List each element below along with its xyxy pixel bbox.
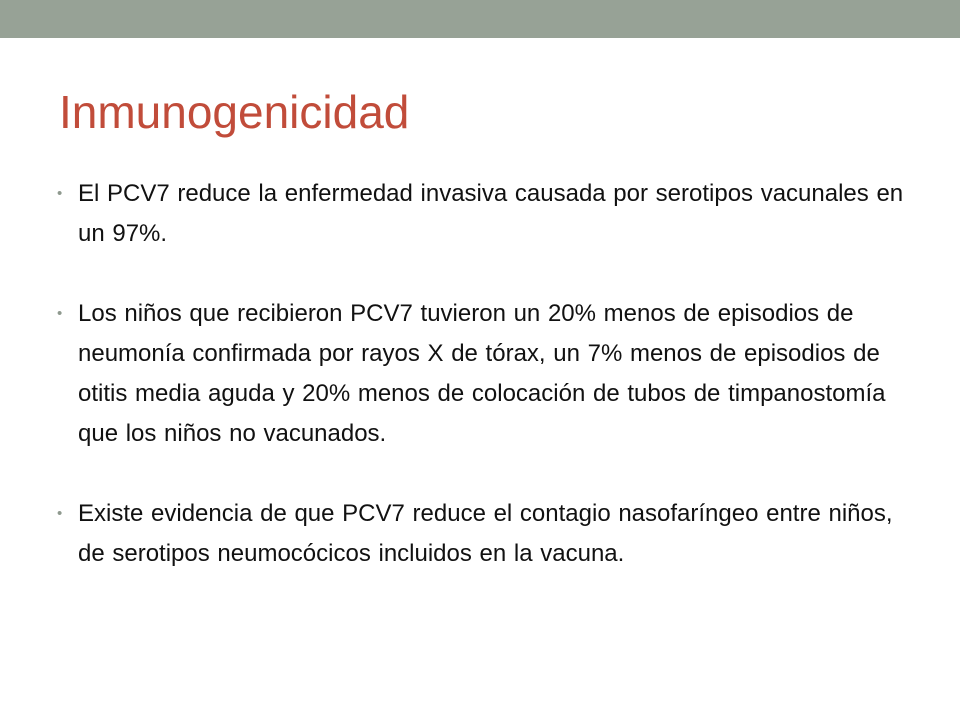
bullet-list bbox=[57, 174, 907, 574]
bullet-item-pcv7-invasive-disease bbox=[57, 174, 907, 254]
bullet-icon: • bbox=[57, 185, 63, 202]
bullet-text: El PCV7 reduce la enfermedad invasiva causada por serotipos vacunales en un 97%. bbox=[78, 180, 904, 247]
bullet-icon: • bbox=[57, 505, 63, 522]
top-accent-bar bbox=[0, 0, 960, 38]
bullet-item-pcv7-episodes bbox=[57, 294, 907, 454]
bullet-icon: • bbox=[57, 305, 63, 322]
slide-title: Inmunogenicidad bbox=[59, 86, 410, 138]
bullet-text: Existe evidencia de que PCV7 reduce el contagio nasofaríngeo entre niños, de serotipos neumocócicos incluidos en la vacuna. bbox=[78, 500, 893, 567]
bullet-item-pcv7-carriage bbox=[57, 494, 907, 574]
bullet-text: Los niños que recibieron PCV7 tuvieron un 20% menos de episodios de neumonía confirmada por rayos X de tórax, un 7% menos de episodios de otitis media aguda y 20% menos de colocación de tubos de timpanostomía que los niños no vacunados. bbox=[78, 300, 886, 447]
